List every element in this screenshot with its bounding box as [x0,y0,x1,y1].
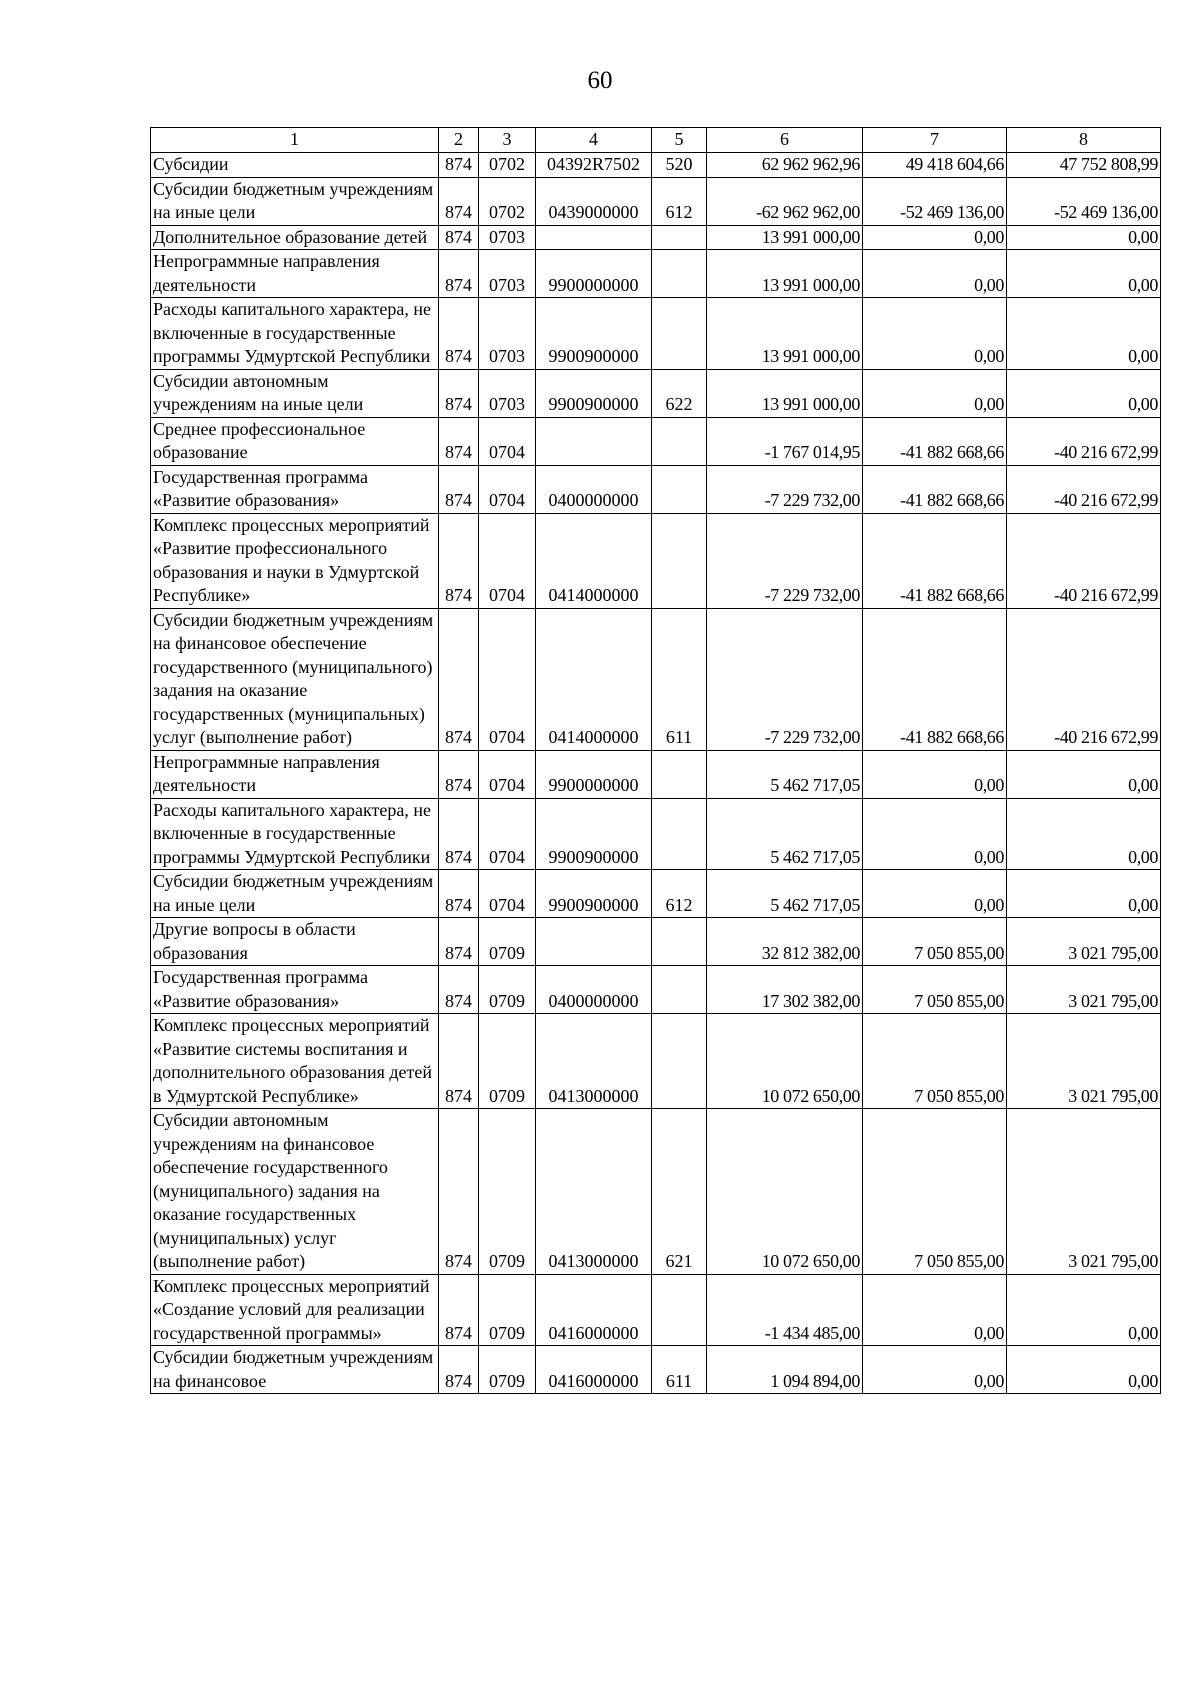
row-amount-7-cell: 7 050 855,00 [863,966,1007,1014]
row-amount-8-cell: -40 216 672,99 [1007,417,1161,465]
row-target-article-cell: 9900000000 [536,250,652,298]
row-amount-7-cell: -41 882 668,66 [863,513,1007,608]
row-amount-6-cell: -7 229 732,00 [707,608,863,750]
row-section-cell: 0704 [479,417,536,465]
row-ved-cell: 874 [439,750,479,798]
row-amount-8-cell: 0,00 [1007,369,1161,417]
row-name-cell: Субсидии автономным учреждениям на иные цели [151,369,439,417]
row-amount-7-cell: 0,00 [863,1274,1007,1346]
row-amount-8-cell: 0,00 [1007,870,1161,918]
row-expense-type-cell: 520 [652,153,707,178]
row-expense-type-cell [652,918,707,966]
row-expense-type-cell [652,1014,707,1109]
row-name-cell: Непрограммные направления деятельности [151,250,439,298]
row-amount-7-cell: 0,00 [863,225,1007,250]
row-name-cell: Субсидии автономным учреждениям на финансовое обеспечение государственного (муниципального) задания на оказание государственных (муниципальных) услуг (выполнение работ) [151,1109,439,1275]
row-amount-7-cell: 0,00 [863,250,1007,298]
row-target-article-cell [536,918,652,966]
row-amount-6-cell: 1 094 894,00 [707,1346,863,1394]
row-ved-cell: 874 [439,298,479,370]
row-amount-8-cell: -52 469 136,00 [1007,177,1161,225]
row-name-cell: Субсидии бюджетным учреждениям на иные цели [151,177,439,225]
column-header: 8 [1007,128,1161,153]
table-row [151,1109,1161,1275]
row-amount-8-cell: 3 021 795,00 [1007,1109,1161,1275]
row-expense-type-cell [652,1274,707,1346]
budget-table [150,127,1161,1394]
table-row [151,513,1161,608]
row-target-article-cell: 0414000000 [536,513,652,608]
row-name-cell: Расходы капитального характера, не включенные в государственные программы Удмуртской Республики [151,298,439,370]
row-section-cell: 0702 [479,177,536,225]
row-section-cell: 0709 [479,1274,536,1346]
row-amount-7-cell: 0,00 [863,1346,1007,1394]
row-amount-6-cell: 5 462 717,05 [707,798,863,870]
row-name-cell: Субсидии бюджетным учреждениям на финансовое обеспечение государственного (муниципального) задания на оказание государственных (муниципальных) услуг (выполнение работ) [151,608,439,750]
row-ved-cell: 874 [439,225,479,250]
column-header: 3 [479,128,536,153]
row-amount-8-cell: 0,00 [1007,1274,1161,1346]
row-ved-cell: 874 [439,250,479,298]
row-amount-7-cell: -41 882 668,66 [863,417,1007,465]
row-amount-8-cell: -40 216 672,99 [1007,608,1161,750]
row-amount-7-cell: 7 050 855,00 [863,1014,1007,1109]
table-row [151,608,1161,750]
row-amount-6-cell: 62 962 962,96 [707,153,863,178]
table-row [151,250,1161,298]
row-target-article-cell: 0439000000 [536,177,652,225]
row-amount-8-cell: 0,00 [1007,225,1161,250]
row-amount-8-cell: -40 216 672,99 [1007,513,1161,608]
row-ved-cell: 874 [439,608,479,750]
row-expense-type-cell [652,465,707,513]
row-target-article-cell: 9900900000 [536,369,652,417]
row-section-cell: 0703 [479,298,536,370]
row-name-cell: Другие вопросы в области образования [151,918,439,966]
row-section-cell: 0704 [479,513,536,608]
row-target-article-cell: 0400000000 [536,966,652,1014]
row-expense-type-cell: 612 [652,177,707,225]
row-name-cell: Комплекс процессных мероприятий «Создание условий для реализации государственной программы» [151,1274,439,1346]
row-target-article-cell: 0413000000 [536,1109,652,1275]
row-amount-7-cell: -52 469 136,00 [863,177,1007,225]
row-ved-cell: 874 [439,966,479,1014]
row-ved-cell: 874 [439,153,479,178]
row-ved-cell: 874 [439,177,479,225]
row-ved-cell: 874 [439,1274,479,1346]
row-amount-6-cell: 13 991 000,00 [707,250,863,298]
row-amount-8-cell: 0,00 [1007,750,1161,798]
row-amount-6-cell: -62 962 962,00 [707,177,863,225]
table-row [151,1014,1161,1109]
column-header: 4 [536,128,652,153]
row-name-cell: Комплекс процессных мероприятий «Развитие профессионального образования и науки в Удмуртской Республике» [151,513,439,608]
column-header: 2 [439,128,479,153]
table-row [151,798,1161,870]
row-amount-8-cell: 0,00 [1007,798,1161,870]
row-section-cell: 0703 [479,225,536,250]
row-amount-7-cell: -41 882 668,66 [863,608,1007,750]
row-expense-type-cell: 622 [652,369,707,417]
row-amount-6-cell: -7 229 732,00 [707,513,863,608]
row-name-cell: Государственная программа «Развитие образования» [151,966,439,1014]
row-ved-cell: 874 [439,798,479,870]
row-amount-7-cell: -41 882 668,66 [863,465,1007,513]
row-name-cell: Расходы капитального характера, не включенные в государственные программы Удмуртской Республики [151,798,439,870]
row-amount-8-cell: -40 216 672,99 [1007,465,1161,513]
row-target-article-cell [536,417,652,465]
row-ved-cell: 874 [439,465,479,513]
row-amount-8-cell: 0,00 [1007,250,1161,298]
row-target-article-cell: 0416000000 [536,1274,652,1346]
row-target-article-cell: 0413000000 [536,1014,652,1109]
row-amount-6-cell: 5 462 717,05 [707,750,863,798]
row-ved-cell: 874 [439,513,479,608]
row-target-article-cell: 0400000000 [536,465,652,513]
row-name-cell: Субсидии бюджетным учреждениям на финансовое [151,1346,439,1394]
table-row [151,177,1161,225]
table-body [151,153,1161,1394]
row-amount-6-cell: 10 072 650,00 [707,1109,863,1275]
row-expense-type-cell: 611 [652,1346,707,1394]
row-amount-6-cell: 13 991 000,00 [707,225,863,250]
row-expense-type-cell [652,250,707,298]
row-target-article-cell: 0414000000 [536,608,652,750]
table-row [151,369,1161,417]
table-row [151,225,1161,250]
row-amount-6-cell: 13 991 000,00 [707,298,863,370]
row-section-cell: 0703 [479,250,536,298]
row-amount-7-cell: 7 050 855,00 [863,918,1007,966]
column-header: 7 [863,128,1007,153]
row-ved-cell: 874 [439,870,479,918]
table-row [151,750,1161,798]
row-name-cell: Дополнительное образование детей [151,225,439,250]
row-section-cell: 0709 [479,1014,536,1109]
row-section-cell: 0704 [479,750,536,798]
row-name-cell: Среднее профессиональное образование [151,417,439,465]
row-amount-6-cell: -1 434 485,00 [707,1274,863,1346]
row-name-cell: Государственная программа «Развитие образования» [151,465,439,513]
row-amount-8-cell: 3 021 795,00 [1007,1014,1161,1109]
row-section-cell: 0709 [479,966,536,1014]
page-number: 60 [587,67,613,94]
row-target-article-cell: 9900900000 [536,798,652,870]
row-section-cell: 0709 [479,1346,536,1394]
row-expense-type-cell [652,225,707,250]
row-expense-type-cell: 621 [652,1109,707,1275]
row-expense-type-cell [652,798,707,870]
row-amount-6-cell: 32 812 382,00 [707,918,863,966]
row-amount-8-cell: 0,00 [1007,1346,1161,1394]
row-expense-type-cell [652,750,707,798]
table-row [151,417,1161,465]
row-ved-cell: 874 [439,417,479,465]
row-amount-7-cell: 0,00 [863,298,1007,370]
row-amount-6-cell: 13 991 000,00 [707,369,863,417]
row-expense-type-cell [652,298,707,370]
table-row [151,465,1161,513]
row-amount-8-cell: 3 021 795,00 [1007,918,1161,966]
table-row [151,1346,1161,1394]
row-target-article-cell: 04392R7502 [536,153,652,178]
row-amount-7-cell: 49 418 604,66 [863,153,1007,178]
row-expense-type-cell [652,513,707,608]
row-amount-6-cell: -1 767 014,95 [707,417,863,465]
row-amount-6-cell: -7 229 732,00 [707,465,863,513]
row-ved-cell: 874 [439,369,479,417]
row-amount-7-cell: 0,00 [863,870,1007,918]
column-header: 1 [151,128,439,153]
row-target-article-cell: 9900000000 [536,750,652,798]
row-section-cell: 0709 [479,1109,536,1275]
row-target-article-cell: 0416000000 [536,1346,652,1394]
row-name-cell: Непрограммные направления деятельности [151,750,439,798]
row-section-cell: 0702 [479,153,536,178]
row-amount-6-cell: 5 462 717,05 [707,870,863,918]
row-section-cell: 0704 [479,870,536,918]
column-header: 5 [652,128,707,153]
table-row [151,966,1161,1014]
row-target-article-cell: 9900900000 [536,298,652,370]
row-amount-8-cell: 0,00 [1007,298,1161,370]
row-amount-8-cell: 47 752 808,99 [1007,153,1161,178]
row-expense-type-cell [652,417,707,465]
table-row [151,918,1161,966]
column-header: 6 [707,128,863,153]
row-amount-8-cell: 3 021 795,00 [1007,966,1161,1014]
row-amount-7-cell: 0,00 [863,750,1007,798]
row-ved-cell: 874 [439,918,479,966]
table-header-row [151,128,1161,153]
table-row [151,870,1161,918]
row-section-cell: 0709 [479,918,536,966]
row-ved-cell: 874 [439,1346,479,1394]
row-name-cell: Субсидии бюджетным учреждениям на иные цели [151,870,439,918]
row-amount-6-cell: 17 302 382,00 [707,966,863,1014]
row-section-cell: 0703 [479,369,536,417]
table-row [151,1274,1161,1346]
row-section-cell: 0704 [479,608,536,750]
row-amount-7-cell: 7 050 855,00 [863,1109,1007,1275]
row-target-article-cell [536,225,652,250]
row-section-cell: 0704 [479,465,536,513]
row-name-cell: Комплекс процессных мероприятий «Развитие системы воспитания и дополнительного образования детей в Удмуртской Республике» [151,1014,439,1109]
row-target-article-cell: 9900900000 [536,870,652,918]
row-amount-6-cell: 10 072 650,00 [707,1014,863,1109]
row-amount-7-cell: 0,00 [863,798,1007,870]
table-row [151,298,1161,370]
table-row [151,153,1161,178]
row-section-cell: 0704 [479,798,536,870]
row-expense-type-cell: 612 [652,870,707,918]
row-expense-type-cell: 611 [652,608,707,750]
row-expense-type-cell [652,966,707,1014]
row-amount-7-cell: 0,00 [863,369,1007,417]
row-ved-cell: 874 [439,1014,479,1109]
row-name-cell: Субсидии [151,153,439,178]
row-ved-cell: 874 [439,1109,479,1275]
